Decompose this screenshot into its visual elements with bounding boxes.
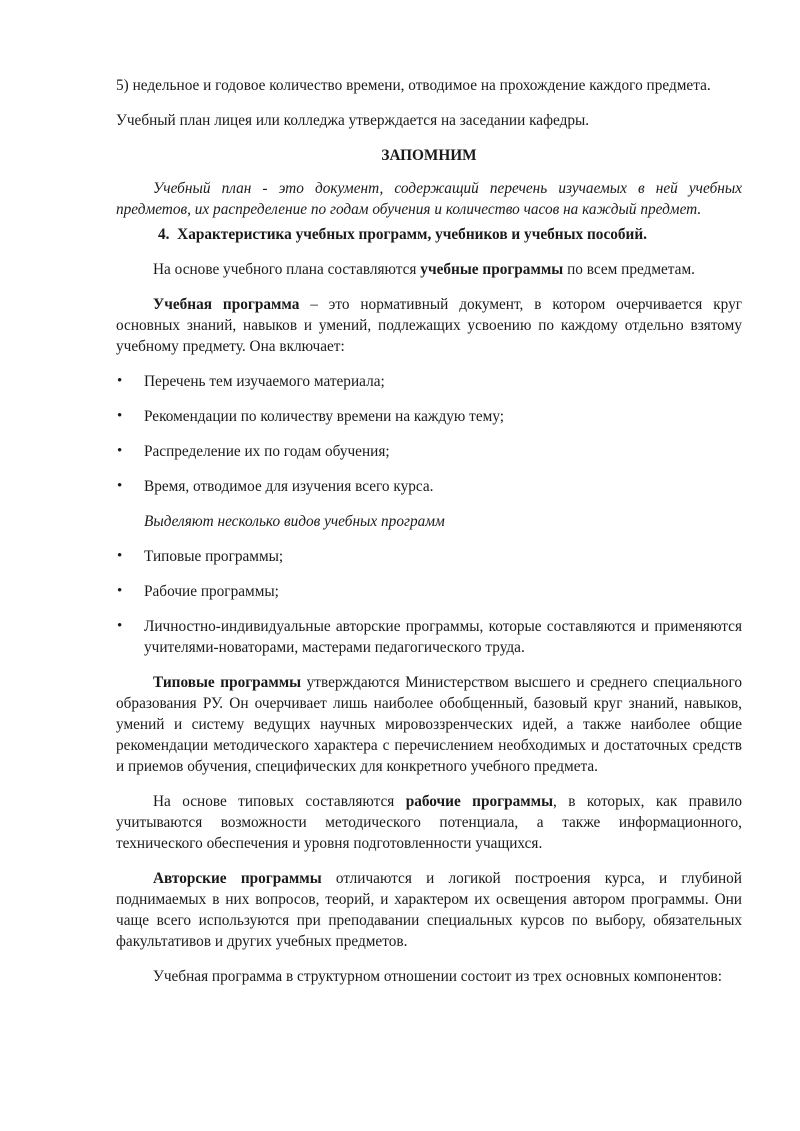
bullet-icon: •	[117, 478, 123, 494]
bullet-icon: •	[117, 443, 123, 459]
section-title: Характеристика учебных программ, учебников и учебных пособий.	[177, 226, 647, 243]
list-item: • Рабочие программы;	[117, 583, 279, 600]
bullet-icon: •	[117, 548, 123, 564]
paragraph-curriculum-basis: На основе учебного плана составляются учебные программы по всем предметам.	[153, 261, 695, 278]
term-author-programs: Авторские программы	[153, 870, 322, 887]
term-standard-programs: Типовые программы	[153, 674, 302, 691]
program-contents-list	[116, 371, 742, 497]
paragraph-approval: Учебный план лицея или колледжа утверждается на заседании кафедры.	[116, 112, 590, 129]
paragraph-item-5	[116, 75, 742, 96]
section-number: 4.	[158, 226, 170, 243]
list-item: • Перечень тем изучаемого материала;	[117, 373, 385, 390]
paragraph-author-programs: Авторские программы отличаются и логикой построения курса, и глубиной поднимаемых в них вопросов, теорий, и характером их освещения автором программы. Они чаще всего используются при преподавании специальных курсов по выбору, обязательных факультативов и других учебных предметов.	[116, 870, 742, 950]
remember-definition: Учебный план - это документ, содержащий перечень изучаемых в ней учебных предметов, их распределение по годам обучения и количество часов на каждый предмет.	[116, 180, 742, 218]
bullet-icon: •	[117, 373, 123, 389]
paragraph-program-definition: Учебная программа – это нормативный документ, в котором очерчивается круг основных знаний, навыков и умений, подлежащих усвоению по каждому отдельно взятому учебному предмету. Она включает:	[116, 296, 742, 355]
paragraph-program-structure: Учебная программа в структурном отношении состоит из трех основных компонентов:	[153, 968, 722, 985]
item-text: недельное и годовое количество времени, отводимое на прохождение каждого предмета.	[128, 77, 711, 94]
item-number: 5)	[116, 77, 129, 94]
list-item: • Распределение их по годам обучения;	[117, 443, 390, 460]
paragraph-working-programs: На основе типовых составляются рабочие программы, в которых, как правило учитываются возможности методического потенциала, а также информационного, технического обеспечения и уровня подготовленности учащихся.	[116, 793, 742, 852]
list-item: • Время, отводимое для изучения всего курса.	[117, 478, 434, 495]
term-study-program: Учебная программа	[153, 296, 300, 313]
list-item: • Рекомендации по количеству времени на каждую тему;	[117, 408, 505, 425]
program-kinds-heading: Выделяют несколько видов учебных программ	[144, 513, 445, 530]
bullet-icon: •	[117, 618, 123, 634]
page-content	[116, 75, 742, 987]
remember-heading: ЗАПОМНИМ	[381, 147, 477, 164]
paragraph-standard-programs: Типовые программы утверждаются Министерством высшего и среднего специального образования РУ. Он очерчивает лишь наиболее обобщенный, базовый круг знаний, навыков, умений и систему ведущих научных мировоззренческих идей, а также наиболее общие рекомендации методического характера с перечислением необходимых и достаточных средств и приемов обучения, специфических для конкретного учебного предмета.	[116, 674, 742, 775]
section-heading	[116, 224, 742, 245]
bullet-icon: •	[117, 408, 123, 424]
bullet-icon: •	[117, 583, 123, 599]
list-item: • Личностно-индивидуальные авторские программы, которые составляются и применяются учителями-новаторами, мастерами педагогического труда.	[117, 618, 742, 656]
list-item: • Типовые программы;	[117, 548, 284, 565]
term-working-programs: рабочие программы	[405, 793, 554, 810]
term-study-programs: учебные программы	[420, 261, 564, 278]
program-kinds-list	[116, 546, 742, 658]
